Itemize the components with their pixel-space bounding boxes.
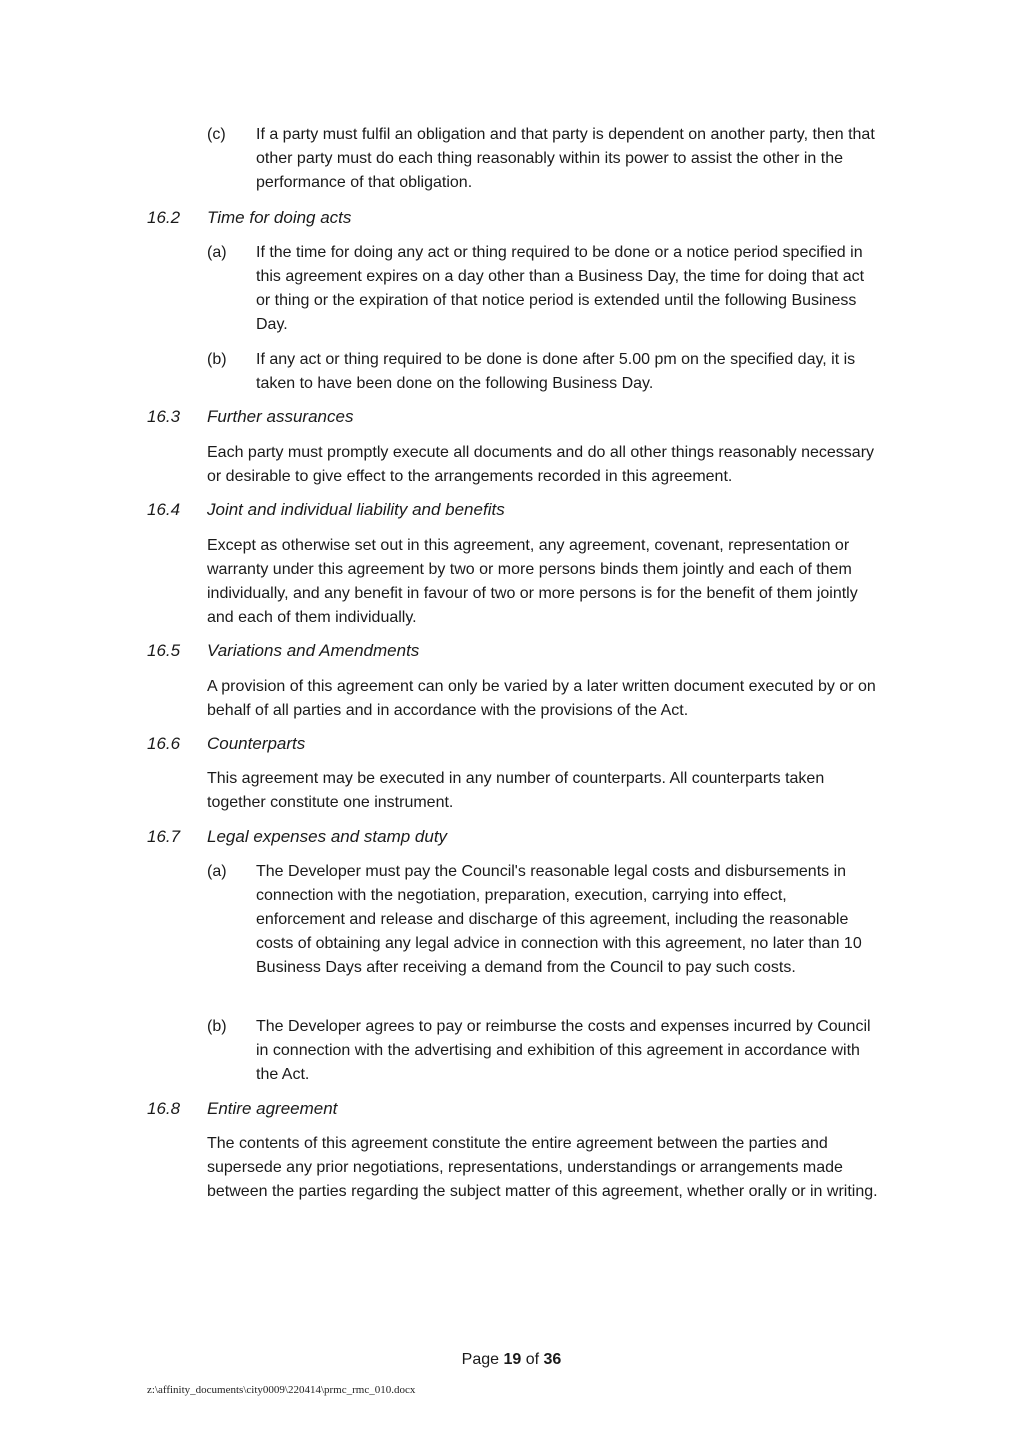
clause-16-7-b-label: (b)	[207, 1018, 227, 1035]
section-text-16-8: The contents of this agreement constitute the entire agreement between the parties and supersede any prior negotiations, representations, understandings or arrangements made between the parties regarding the subject matter of this agreement, whether orally or in writing.	[207, 1135, 878, 1200]
clause-c-text: If a party must fulfil an obligation and that party is dependent on another party, then that other party must do each thing reasonably within its power to assist the other in the performance of that obligation.	[256, 126, 875, 191]
clause-16-7-a-label: (a)	[207, 863, 227, 880]
section-number-16-5: 16.5	[147, 641, 181, 660]
section-title-16-4: Joint and individual liability and benefits	[207, 500, 505, 519]
page-total: 36	[543, 1351, 562, 1368]
section-title-16-8: Entire agreement	[207, 1099, 338, 1118]
clause-c-label: (c)	[207, 126, 226, 143]
section-number-16-2: 16.2	[147, 208, 181, 227]
page-prefix: Page	[461, 1351, 500, 1368]
section-number-16-7: 16.7	[147, 827, 181, 846]
clause-16-7-b-text: The Developer agrees to pay or reimburse the costs and expenses incurred by Council in connection with the advertising and exhibition of this agreement in accordance with the Act.	[256, 1018, 871, 1083]
page-current: 19	[503, 1351, 522, 1368]
clause-16-2-b-label: (b)	[207, 351, 227, 368]
section-text-16-6: This agreement may be executed in any number of counterparts. All counterparts taken together constitute one instrument.	[207, 770, 825, 811]
section-number-16-3: 16.3	[147, 407, 181, 426]
clause-16-7-a-text: The Developer must pay the Council's reasonable legal costs and disbursements in connection with the negotiation, preparation, execution, carrying into effect, enforcement and release and discharge of this agreement, including the reasonable costs of obtaining any legal advice in connection with this agreement, no later than 10 Business Days after receiving a demand from the Council to pay such costs.	[256, 863, 862, 976]
section-title-16-5: Variations and Amendments	[207, 641, 420, 660]
section-text-16-3: Each party must promptly execute all documents and do all other things reasonably necessary or desirable to give effect to the arrangements recorded in this agreement.	[207, 444, 875, 485]
section-number-16-8: 16.8	[147, 1099, 181, 1118]
page-of: of	[525, 1351, 540, 1368]
clause-16-2-a-text: If the time for doing any act or thing required to be done or a notice period specified in this agreement expires on a day other than a Business Day, the time for doing that act or thing or the expiration of that notice period is extended until the following Business Day.	[256, 244, 865, 333]
section-text-16-4: Except as otherwise set out in this agreement, any agreement, covenant, representation or warranty under this agreement by two or more persons binds them jointly and each of them individually, and any benefit in favour of two or more persons is for the benefit of them jointly and each of them individually.	[207, 537, 858, 626]
section-number-16-6: 16.6	[147, 734, 181, 753]
file-path: z:\affinity_documents\city0009\220414\prmc_rmc_010.docx	[147, 1384, 416, 1396]
section-title-16-6: Counterparts	[207, 734, 306, 753]
section-text-16-5: A provision of this agreement can only be varied by a later written document executed by or on behalf of all parties and in accordance with the provisions of the Act.	[207, 678, 876, 719]
section-number-16-4: 16.4	[147, 500, 181, 519]
section-title-16-7: Legal expenses and stamp duty	[207, 827, 448, 846]
page-number	[0, 1351, 1023, 1369]
section-title-16-3: Further assurances	[207, 407, 354, 426]
clause-16-2-a-label: (a)	[207, 244, 227, 261]
clause-16-2-b-text: If any act or thing required to be done is done after 5.00 pm on the specified day, it is taken to have been done on the following Business Day.	[256, 351, 856, 392]
section-title-16-2: Time for doing acts	[207, 208, 352, 227]
